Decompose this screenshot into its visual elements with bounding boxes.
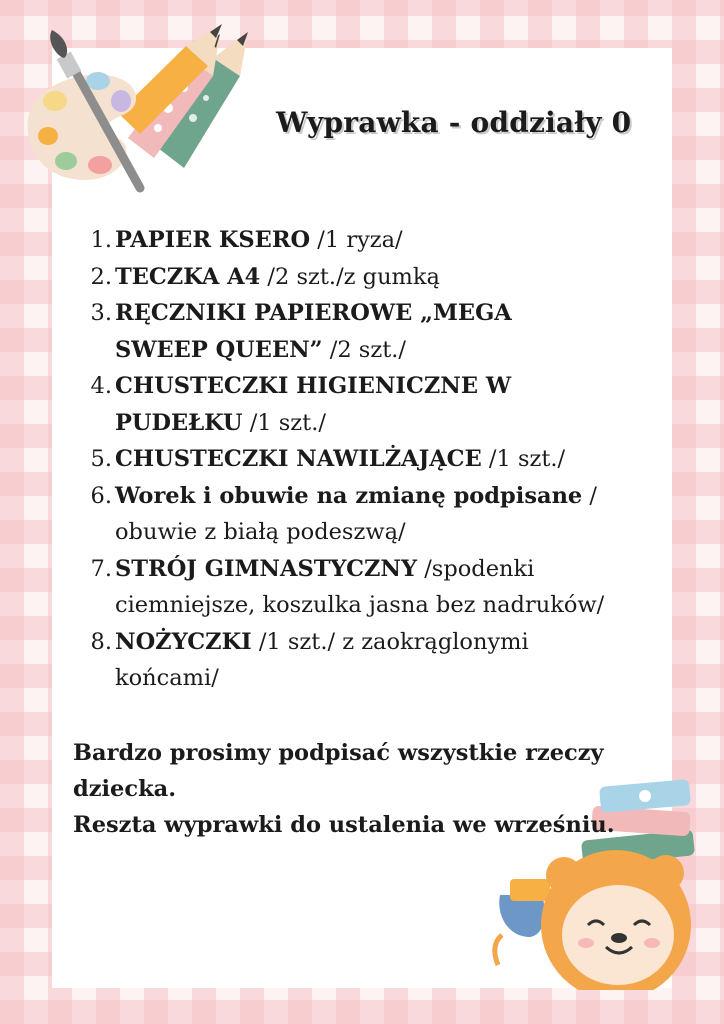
item-number: 1. bbox=[90, 227, 112, 253]
item-number: 2. bbox=[90, 263, 112, 290]
item-details: /1 ryza/ bbox=[310, 227, 403, 253]
item-number: 8. bbox=[90, 628, 112, 655]
item-details: / obuwie z białą podeszwą/ bbox=[115, 482, 597, 545]
note-text bbox=[73, 735, 673, 843]
item-number: 5. bbox=[90, 446, 112, 472]
supplies-list bbox=[80, 222, 650, 697]
item-name: STRÓJ GIMNASTYCZNY bbox=[115, 555, 418, 582]
list-item bbox=[80, 478, 675, 551]
item-number: 7. bbox=[90, 555, 112, 582]
list-item bbox=[80, 259, 650, 296]
item-name: NOŻYCZKI bbox=[115, 628, 252, 655]
item-name: RĘCZNIKI PAPIEROWE „MEGA SWEEP QUEEN” bbox=[115, 300, 512, 363]
list-item bbox=[80, 295, 575, 368]
art-supplies-illustration bbox=[8, 18, 278, 208]
item-details: /spodenki ciemniejsze, koszulka jasna bez nadruków/ bbox=[115, 555, 605, 618]
list-item bbox=[80, 624, 615, 697]
item-name: PAPIER KSERO bbox=[115, 227, 311, 253]
page-title: Wyprawka - oddziały 0 bbox=[276, 106, 632, 139]
list-item bbox=[80, 441, 650, 478]
list-item bbox=[80, 222, 650, 259]
list-item bbox=[80, 551, 650, 624]
item-name: CHUSTECZKI HIGIENICZNE W PUDEŁKU bbox=[115, 373, 512, 436]
note-line-2: Reszta wyprawki do ustalenia we wrześniu. bbox=[73, 812, 615, 838]
item-number: 4. bbox=[90, 373, 112, 399]
item-details: /2 szt./ bbox=[322, 336, 406, 363]
item-name: TECZKA A4 bbox=[115, 263, 261, 290]
item-name: CHUSTECZKI NAWILŻAJĄCE bbox=[115, 446, 482, 472]
item-name: Worek i obuwie na zmianę podpisane bbox=[115, 482, 583, 509]
note-line-1: Bardzo prosimy podpisać wszystkie rzeczy dziecka. bbox=[73, 740, 604, 802]
item-number: 3. bbox=[90, 300, 112, 326]
item-details: /1 szt./ bbox=[242, 409, 326, 436]
item-details: /2 szt./z gumką bbox=[260, 263, 440, 290]
item-details: /1 szt./ bbox=[481, 446, 566, 472]
item-number: 6. bbox=[90, 482, 112, 509]
list-item bbox=[80, 368, 585, 441]
item-details: /1 szt./ z zaokrąglonymi końcami/ bbox=[115, 628, 529, 691]
